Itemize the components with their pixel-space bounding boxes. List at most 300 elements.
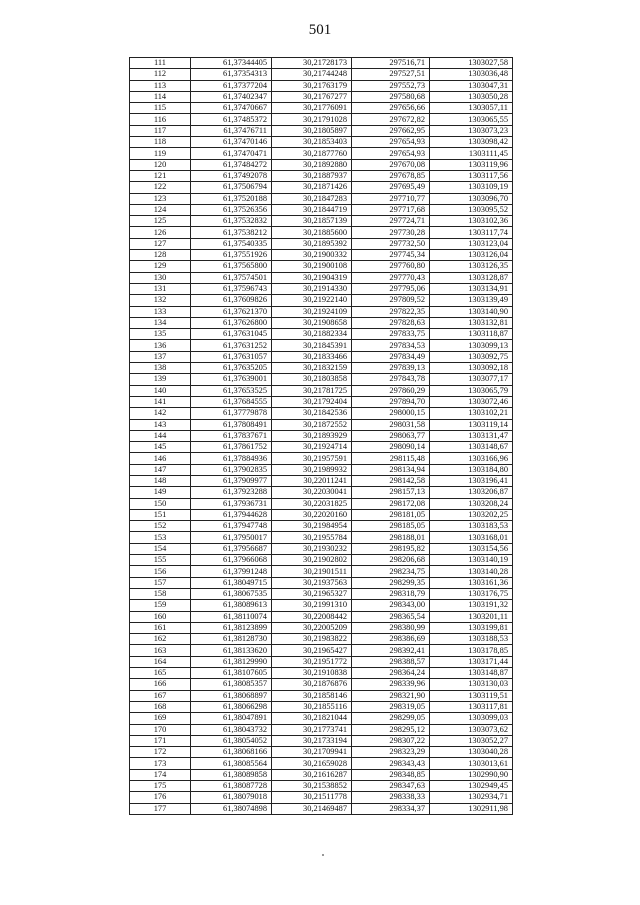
longitude-cell: 30,21910838 xyxy=(272,668,352,679)
longitude-cell: 30,21858146 xyxy=(272,690,352,701)
longitude-cell: 30,21924714 xyxy=(272,442,352,453)
x-coordinate-cell: 297670,08 xyxy=(352,159,430,170)
x-coordinate-cell: 298348,85 xyxy=(352,769,430,780)
x-coordinate-cell: 298347,63 xyxy=(352,781,430,792)
longitude-cell: 30,21805897 xyxy=(272,125,352,136)
table-row xyxy=(130,464,513,475)
y-coordinate-cell: 1303117,74 xyxy=(430,227,513,238)
longitude-cell: 30,21709941 xyxy=(272,747,352,758)
x-coordinate-cell: 297745,34 xyxy=(352,250,430,261)
y-coordinate-cell: 1303199,81 xyxy=(430,622,513,633)
latitude-cell: 61,37884936 xyxy=(191,453,272,464)
point-number-cell: 147 xyxy=(130,464,191,475)
x-coordinate-cell: 297894,70 xyxy=(352,396,430,407)
longitude-cell: 30,21902802 xyxy=(272,555,352,566)
latitude-cell: 61,38089858 xyxy=(191,769,272,780)
y-coordinate-cell: 1303139,49 xyxy=(430,295,513,306)
latitude-cell: 61,38054052 xyxy=(191,735,272,746)
table-row xyxy=(130,521,513,532)
x-coordinate-cell: 298172,08 xyxy=(352,498,430,509)
point-number-cell: 112 xyxy=(130,69,191,80)
y-coordinate-cell: 1303119,51 xyxy=(430,690,513,701)
x-coordinate-cell: 298115,48 xyxy=(352,453,430,464)
longitude-cell: 30,21803858 xyxy=(272,374,352,385)
latitude-cell: 61,37621370 xyxy=(191,306,272,317)
table-row xyxy=(130,769,513,780)
point-number-cell: 130 xyxy=(130,272,191,283)
x-coordinate-cell: 298000,15 xyxy=(352,408,430,419)
latitude-cell: 61,38085357 xyxy=(191,679,272,690)
point-number-cell: 168 xyxy=(130,701,191,712)
longitude-cell: 30,21821044 xyxy=(272,713,352,724)
table-row xyxy=(130,498,513,509)
y-coordinate-cell: 1303073,62 xyxy=(430,724,513,735)
table-row xyxy=(130,91,513,102)
y-coordinate-cell: 1303102,36 xyxy=(430,216,513,227)
point-number-cell: 157 xyxy=(130,577,191,588)
table-row xyxy=(130,170,513,181)
y-coordinate-cell: 1303118,87 xyxy=(430,329,513,340)
table-row xyxy=(130,250,513,261)
point-number-cell: 139 xyxy=(130,374,191,385)
latitude-cell: 61,37956687 xyxy=(191,543,272,554)
longitude-cell: 30,21900108 xyxy=(272,261,352,272)
table-row xyxy=(130,182,513,193)
table-row xyxy=(130,227,513,238)
x-coordinate-cell: 297695,49 xyxy=(352,182,430,193)
latitude-cell: 61,37626800 xyxy=(191,317,272,328)
y-coordinate-cell: 1303131,47 xyxy=(430,430,513,441)
latitude-cell: 61,37947748 xyxy=(191,521,272,532)
longitude-cell: 30,21857139 xyxy=(272,216,352,227)
latitude-cell: 61,37520188 xyxy=(191,193,272,204)
table-row xyxy=(130,701,513,712)
longitude-cell: 30,21844719 xyxy=(272,204,352,215)
table-row xyxy=(130,622,513,633)
point-number-cell: 158 xyxy=(130,588,191,599)
y-coordinate-cell: 1302949,45 xyxy=(430,781,513,792)
table-row xyxy=(130,193,513,204)
y-coordinate-cell: 1303052,27 xyxy=(430,735,513,746)
table-row xyxy=(130,159,513,170)
latitude-cell: 61,37540335 xyxy=(191,238,272,249)
longitude-cell: 30,21892880 xyxy=(272,159,352,170)
table-row xyxy=(130,272,513,283)
point-number-cell: 115 xyxy=(130,103,191,114)
longitude-cell: 30,21877760 xyxy=(272,148,352,159)
table-row xyxy=(130,792,513,803)
table-row xyxy=(130,216,513,227)
latitude-cell: 61,38074898 xyxy=(191,803,272,814)
table-row xyxy=(130,735,513,746)
table-row xyxy=(130,283,513,294)
x-coordinate-cell: 297580,68 xyxy=(352,91,430,102)
latitude-cell: 61,37631252 xyxy=(191,340,272,351)
table-row xyxy=(130,306,513,317)
y-coordinate-cell: 1303040,28 xyxy=(430,747,513,758)
longitude-cell: 30,21773741 xyxy=(272,724,352,735)
point-number-cell: 114 xyxy=(130,91,191,102)
x-coordinate-cell: 297552,73 xyxy=(352,80,430,91)
point-number-cell: 174 xyxy=(130,769,191,780)
point-number-cell: 164 xyxy=(130,656,191,667)
point-number-cell: 138 xyxy=(130,363,191,374)
longitude-cell: 30,22030041 xyxy=(272,487,352,498)
table-row xyxy=(130,509,513,520)
x-coordinate-cell: 298323,29 xyxy=(352,747,430,758)
point-number-cell: 121 xyxy=(130,170,191,181)
longitude-cell: 30,21842536 xyxy=(272,408,352,419)
y-coordinate-cell: 1303119,96 xyxy=(430,159,513,170)
x-coordinate-cell: 297656,66 xyxy=(352,103,430,114)
x-coordinate-cell: 297516,71 xyxy=(352,58,430,69)
point-number-cell: 152 xyxy=(130,521,191,532)
point-number-cell: 111 xyxy=(130,58,191,69)
y-coordinate-cell: 1303096,70 xyxy=(430,193,513,204)
latitude-cell: 61,37902835 xyxy=(191,464,272,475)
x-coordinate-cell: 297732,50 xyxy=(352,238,430,249)
y-coordinate-cell: 1303168,01 xyxy=(430,532,513,543)
y-coordinate-cell: 1303130,03 xyxy=(430,679,513,690)
latitude-cell: 61,37470667 xyxy=(191,103,272,114)
y-coordinate-cell: 1303161,36 xyxy=(430,577,513,588)
latitude-cell: 61,38049715 xyxy=(191,577,272,588)
latitude-cell: 61,37402347 xyxy=(191,91,272,102)
table-row xyxy=(130,419,513,430)
longitude-cell: 30,21951772 xyxy=(272,656,352,667)
latitude-cell: 61,37635205 xyxy=(191,363,272,374)
latitude-cell: 61,38133620 xyxy=(191,645,272,656)
y-coordinate-cell: 1303050,28 xyxy=(430,91,513,102)
y-coordinate-cell: 1303154,56 xyxy=(430,543,513,554)
longitude-cell: 30,21728173 xyxy=(272,58,352,69)
table-row xyxy=(130,453,513,464)
point-number-cell: 150 xyxy=(130,498,191,509)
y-coordinate-cell: 1303132,81 xyxy=(430,317,513,328)
latitude-cell: 61,38066298 xyxy=(191,701,272,712)
longitude-cell: 30,21781725 xyxy=(272,385,352,396)
longitude-cell: 30,21872552 xyxy=(272,419,352,430)
latitude-cell: 61,37631045 xyxy=(191,329,272,340)
y-coordinate-cell: 1303099,13 xyxy=(430,340,513,351)
latitude-cell: 61,38047891 xyxy=(191,713,272,724)
latitude-cell: 61,37808491 xyxy=(191,419,272,430)
x-coordinate-cell: 298339,96 xyxy=(352,679,430,690)
latitude-cell: 61,37565800 xyxy=(191,261,272,272)
table-row xyxy=(130,656,513,667)
point-number-cell: 170 xyxy=(130,724,191,735)
longitude-cell: 30,21659028 xyxy=(272,758,352,769)
table-row xyxy=(130,724,513,735)
latitude-cell: 61,37837671 xyxy=(191,430,272,441)
table-row xyxy=(130,103,513,114)
longitude-cell: 30,21937563 xyxy=(272,577,352,588)
x-coordinate-cell: 297710,77 xyxy=(352,193,430,204)
latitude-cell: 61,37684555 xyxy=(191,396,272,407)
x-coordinate-cell: 298181,05 xyxy=(352,509,430,520)
latitude-cell: 61,38089613 xyxy=(191,600,272,611)
table-row xyxy=(130,238,513,249)
x-coordinate-cell: 298090,14 xyxy=(352,442,430,453)
table-row xyxy=(130,611,513,622)
latitude-cell: 61,38129990 xyxy=(191,656,272,667)
point-number-cell: 113 xyxy=(130,80,191,91)
x-coordinate-cell: 298388,57 xyxy=(352,656,430,667)
y-coordinate-cell: 1303140,90 xyxy=(430,306,513,317)
latitude-cell: 61,37470146 xyxy=(191,137,272,148)
longitude-cell: 30,21511778 xyxy=(272,792,352,803)
latitude-cell: 61,37631057 xyxy=(191,351,272,362)
latitude-cell: 61,37470471 xyxy=(191,148,272,159)
point-number-cell: 171 xyxy=(130,735,191,746)
y-coordinate-cell: 1303201,11 xyxy=(430,611,513,622)
y-coordinate-cell: 1303148,67 xyxy=(430,442,513,453)
point-number-cell: 131 xyxy=(130,283,191,294)
latitude-cell: 61,37526356 xyxy=(191,204,272,215)
table-row xyxy=(130,690,513,701)
point-number-cell: 129 xyxy=(130,261,191,272)
y-coordinate-cell: 1303202,25 xyxy=(430,509,513,520)
x-coordinate-cell: 297672,82 xyxy=(352,114,430,125)
y-coordinate-cell: 1303077,17 xyxy=(430,374,513,385)
y-coordinate-cell: 1302934,71 xyxy=(430,792,513,803)
y-coordinate-cell: 1303073,23 xyxy=(430,125,513,136)
x-coordinate-cell: 297839,13 xyxy=(352,363,430,374)
x-coordinate-cell: 297654,93 xyxy=(352,137,430,148)
y-coordinate-cell: 1303119,14 xyxy=(430,419,513,430)
longitude-cell: 30,21833466 xyxy=(272,351,352,362)
table-row xyxy=(130,758,513,769)
point-number-cell: 146 xyxy=(130,453,191,464)
y-coordinate-cell: 1303188,53 xyxy=(430,634,513,645)
coordinates-table xyxy=(129,57,513,815)
latitude-cell: 61,38068897 xyxy=(191,690,272,701)
point-number-cell: 120 xyxy=(130,159,191,170)
longitude-cell: 30,21908658 xyxy=(272,317,352,328)
x-coordinate-cell: 297770,43 xyxy=(352,272,430,283)
latitude-cell: 61,37609826 xyxy=(191,295,272,306)
x-coordinate-cell: 298365,54 xyxy=(352,611,430,622)
longitude-cell: 30,22031825 xyxy=(272,498,352,509)
point-number-cell: 172 xyxy=(130,747,191,758)
table-row xyxy=(130,588,513,599)
longitude-cell: 30,21930232 xyxy=(272,543,352,554)
longitude-cell: 30,21469487 xyxy=(272,803,352,814)
latitude-cell: 61,37991248 xyxy=(191,566,272,577)
x-coordinate-cell: 297724,71 xyxy=(352,216,430,227)
longitude-cell: 30,21744248 xyxy=(272,69,352,80)
x-coordinate-cell: 298234,75 xyxy=(352,566,430,577)
longitude-cell: 30,21876876 xyxy=(272,679,352,690)
latitude-cell: 61,38068166 xyxy=(191,747,272,758)
y-coordinate-cell: 1303109,19 xyxy=(430,182,513,193)
table-row xyxy=(130,114,513,125)
point-number-cell: 133 xyxy=(130,306,191,317)
x-coordinate-cell: 298185,05 xyxy=(352,521,430,532)
table-row xyxy=(130,577,513,588)
table-row xyxy=(130,645,513,656)
point-number-cell: 169 xyxy=(130,713,191,724)
latitude-cell: 61,37923288 xyxy=(191,487,272,498)
table-row xyxy=(130,137,513,148)
latitude-cell: 61,37377204 xyxy=(191,80,272,91)
point-number-cell: 118 xyxy=(130,137,191,148)
table-row xyxy=(130,803,513,814)
longitude-cell: 30,21855116 xyxy=(272,701,352,712)
table-row xyxy=(130,532,513,543)
x-coordinate-cell: 298386,69 xyxy=(352,634,430,645)
y-coordinate-cell: 1303057,11 xyxy=(430,103,513,114)
y-coordinate-cell: 1303171,44 xyxy=(430,656,513,667)
longitude-cell: 30,21853403 xyxy=(272,137,352,148)
latitude-cell: 61,37861752 xyxy=(191,442,272,453)
y-coordinate-cell: 1303206,87 xyxy=(430,487,513,498)
x-coordinate-cell: 298206,68 xyxy=(352,555,430,566)
longitude-cell: 30,22011241 xyxy=(272,475,352,486)
y-coordinate-cell: 1303126,04 xyxy=(430,250,513,261)
latitude-cell: 61,37354313 xyxy=(191,69,272,80)
x-coordinate-cell: 297843,78 xyxy=(352,374,430,385)
point-number-cell: 144 xyxy=(130,430,191,441)
table-row xyxy=(130,600,513,611)
longitude-cell: 30,21901511 xyxy=(272,566,352,577)
point-number-cell: 127 xyxy=(130,238,191,249)
latitude-cell: 61,37476711 xyxy=(191,125,272,136)
x-coordinate-cell: 297809,52 xyxy=(352,295,430,306)
point-number-cell: 173 xyxy=(130,758,191,769)
x-coordinate-cell: 298188,01 xyxy=(352,532,430,543)
point-number-cell: 154 xyxy=(130,543,191,554)
longitude-cell: 30,21924109 xyxy=(272,306,352,317)
table-row xyxy=(130,317,513,328)
longitude-cell: 30,21616287 xyxy=(272,769,352,780)
latitude-cell: 61,37653525 xyxy=(191,385,272,396)
longitude-cell: 30,21989932 xyxy=(272,464,352,475)
point-number-cell: 162 xyxy=(130,634,191,645)
x-coordinate-cell: 298295,12 xyxy=(352,724,430,735)
y-coordinate-cell: 1303208,24 xyxy=(430,498,513,509)
longitude-cell: 30,22008442 xyxy=(272,611,352,622)
x-coordinate-cell: 298318,79 xyxy=(352,588,430,599)
point-number-cell: 153 xyxy=(130,532,191,543)
longitude-cell: 30,21845391 xyxy=(272,340,352,351)
point-number-cell: 148 xyxy=(130,475,191,486)
y-coordinate-cell: 1303092,75 xyxy=(430,351,513,362)
table-row xyxy=(130,543,513,554)
latitude-cell: 61,37909977 xyxy=(191,475,272,486)
latitude-cell: 61,38110074 xyxy=(191,611,272,622)
point-number-cell: 124 xyxy=(130,204,191,215)
longitude-cell: 30,21791028 xyxy=(272,114,352,125)
point-number-cell: 166 xyxy=(130,679,191,690)
table-row xyxy=(130,385,513,396)
longitude-cell: 30,21957591 xyxy=(272,453,352,464)
y-coordinate-cell: 1303047,31 xyxy=(430,80,513,91)
table-row xyxy=(130,363,513,374)
latitude-cell: 61,37944628 xyxy=(191,509,272,520)
table-row xyxy=(130,295,513,306)
x-coordinate-cell: 297834,49 xyxy=(352,351,430,362)
latitude-cell: 61,38079018 xyxy=(191,792,272,803)
table-row xyxy=(130,566,513,577)
point-number-cell: 116 xyxy=(130,114,191,125)
x-coordinate-cell: 298380,99 xyxy=(352,622,430,633)
latitude-cell: 61,37966068 xyxy=(191,555,272,566)
point-number-cell: 167 xyxy=(130,690,191,701)
point-number-cell: 117 xyxy=(130,125,191,136)
table-row xyxy=(130,396,513,407)
latitude-cell: 61,38087728 xyxy=(191,781,272,792)
y-coordinate-cell: 1303176,75 xyxy=(430,588,513,599)
longitude-cell: 30,21914330 xyxy=(272,283,352,294)
table-row xyxy=(130,747,513,758)
point-number-cell: 159 xyxy=(130,600,191,611)
latitude-cell: 61,37551926 xyxy=(191,250,272,261)
x-coordinate-cell: 297527,51 xyxy=(352,69,430,80)
longitude-cell: 30,21904319 xyxy=(272,272,352,283)
table-row xyxy=(130,80,513,91)
y-coordinate-cell: 1303095,52 xyxy=(430,204,513,215)
table-row xyxy=(130,329,513,340)
latitude-cell: 61,37485372 xyxy=(191,114,272,125)
table-row xyxy=(130,475,513,486)
longitude-cell: 30,21965327 xyxy=(272,588,352,599)
point-number-cell: 155 xyxy=(130,555,191,566)
point-number-cell: 163 xyxy=(130,645,191,656)
point-number-cell: 128 xyxy=(130,250,191,261)
x-coordinate-cell: 297795,06 xyxy=(352,283,430,294)
x-coordinate-cell: 297834,53 xyxy=(352,340,430,351)
point-number-cell: 123 xyxy=(130,193,191,204)
x-coordinate-cell: 298299,35 xyxy=(352,577,430,588)
longitude-cell: 30,21893929 xyxy=(272,430,352,441)
table-row xyxy=(130,148,513,159)
x-coordinate-cell: 298031,58 xyxy=(352,419,430,430)
longitude-cell: 30,21792404 xyxy=(272,396,352,407)
latitude-cell: 61,37506794 xyxy=(191,182,272,193)
x-coordinate-cell: 297730,28 xyxy=(352,227,430,238)
longitude-cell: 30,21776091 xyxy=(272,103,352,114)
table-row xyxy=(130,668,513,679)
latitude-cell: 61,37538212 xyxy=(191,227,272,238)
y-coordinate-cell: 1303191,32 xyxy=(430,600,513,611)
x-coordinate-cell: 298195,82 xyxy=(352,543,430,554)
point-number-cell: 175 xyxy=(130,781,191,792)
y-coordinate-cell: 1303072,46 xyxy=(430,396,513,407)
point-number-cell: 142 xyxy=(130,408,191,419)
longitude-cell: 30,21965427 xyxy=(272,645,352,656)
y-coordinate-cell: 1303098,42 xyxy=(430,137,513,148)
point-number-cell: 132 xyxy=(130,295,191,306)
y-coordinate-cell: 1303183,53 xyxy=(430,521,513,532)
x-coordinate-cell: 298063,77 xyxy=(352,430,430,441)
x-coordinate-cell: 297833,75 xyxy=(352,329,430,340)
point-number-cell: 143 xyxy=(130,419,191,430)
table-row xyxy=(130,713,513,724)
y-coordinate-cell: 1303117,81 xyxy=(430,701,513,712)
table-row xyxy=(130,351,513,362)
y-coordinate-cell: 1303013,61 xyxy=(430,758,513,769)
latitude-cell: 61,37950017 xyxy=(191,532,272,543)
point-number-cell: 145 xyxy=(130,442,191,453)
point-number-cell: 160 xyxy=(130,611,191,622)
longitude-cell: 30,21882334 xyxy=(272,329,352,340)
table-row xyxy=(130,555,513,566)
coordinates-table-body xyxy=(130,58,513,815)
longitude-cell: 30,21983822 xyxy=(272,634,352,645)
table-row xyxy=(130,374,513,385)
latitude-cell: 61,38067535 xyxy=(191,588,272,599)
